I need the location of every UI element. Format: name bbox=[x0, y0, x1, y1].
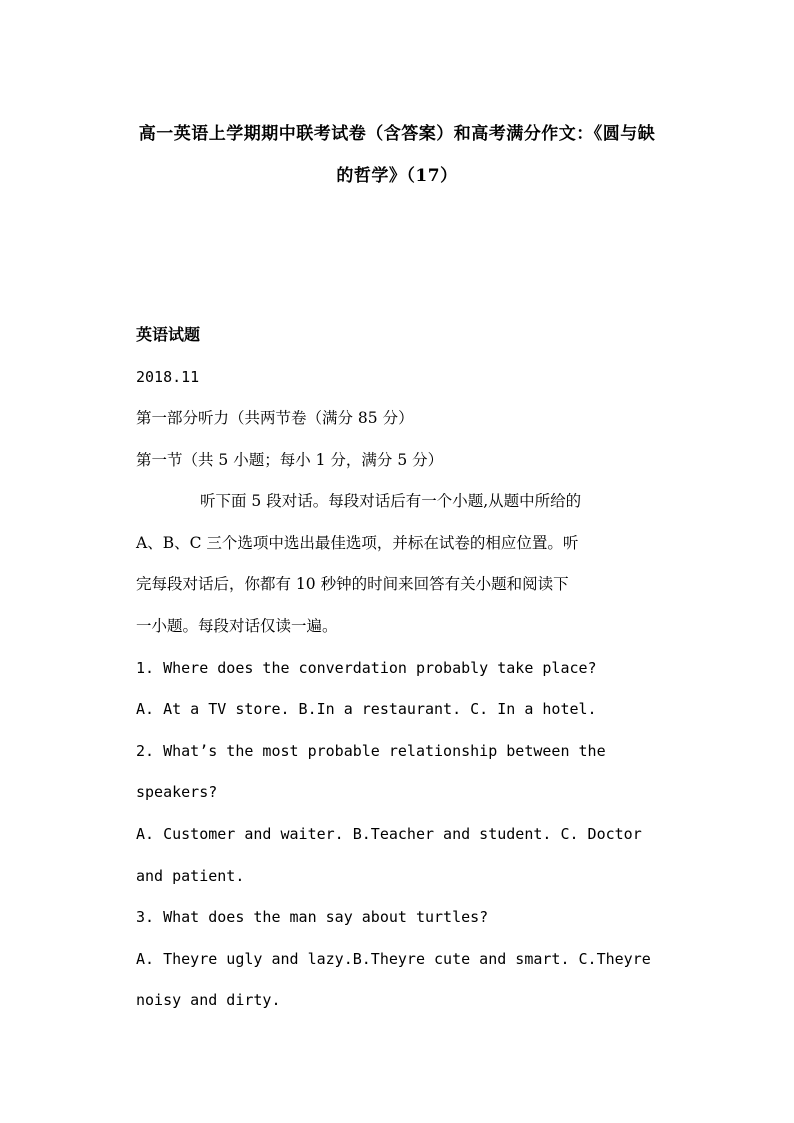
question-2-text: 2. What’s the most probable relationship between the bbox=[136, 742, 606, 760]
question-1-options: A. At a TV store. B.In a restaurant. C. In a hotel. bbox=[136, 700, 597, 718]
instruction-line-3: 完每段对话后，你都有 10 秒钟的时间来回答有关小题和阅读下 bbox=[136, 575, 569, 593]
question-2-options-cont: and patient. bbox=[136, 867, 245, 885]
question-3-text: 3. What does the man say about turtles? bbox=[136, 908, 489, 926]
question-2-text-cont: speakers? bbox=[136, 783, 218, 801]
question-1-text: 1. Where does the converdation probably take place? bbox=[136, 659, 597, 677]
exam-date: 2018.11 bbox=[136, 368, 200, 386]
part-heading: 第一部分听力（共两节卷（满分 85 分） bbox=[136, 409, 414, 427]
section-heading: 第一节（共 5 小题；每小 1 分，满分 5 分） bbox=[136, 451, 444, 469]
instruction-line-1: 听下面 5 段对话。每段对话后有一个小题,从题中所给的 bbox=[200, 492, 582, 510]
document-title-line-1: 高一英语上学期期中联考试卷（含答案）和高考满分作文：《圆与缺 bbox=[138, 124, 656, 144]
question-2-options: A. Customer and waiter. B.Teacher and student. C. Doctor bbox=[136, 825, 642, 843]
instruction-line-2: A、B、C 三个选项中选出最佳选项，并标在试卷的相应位置。听 bbox=[136, 534, 579, 552]
instruction-line-4: 一小题。每段对话仅读一遍。 bbox=[136, 617, 338, 635]
question-3-options-cont: noisy and dirty. bbox=[136, 991, 281, 1009]
document-title-line-2: 的哲学》（17） bbox=[336, 166, 458, 186]
section-title: 英语试题 bbox=[136, 325, 201, 344]
question-3-options: A. Theyre ugly and lazy.B.Theyre cute and smart. C.Theyre bbox=[136, 950, 651, 968]
